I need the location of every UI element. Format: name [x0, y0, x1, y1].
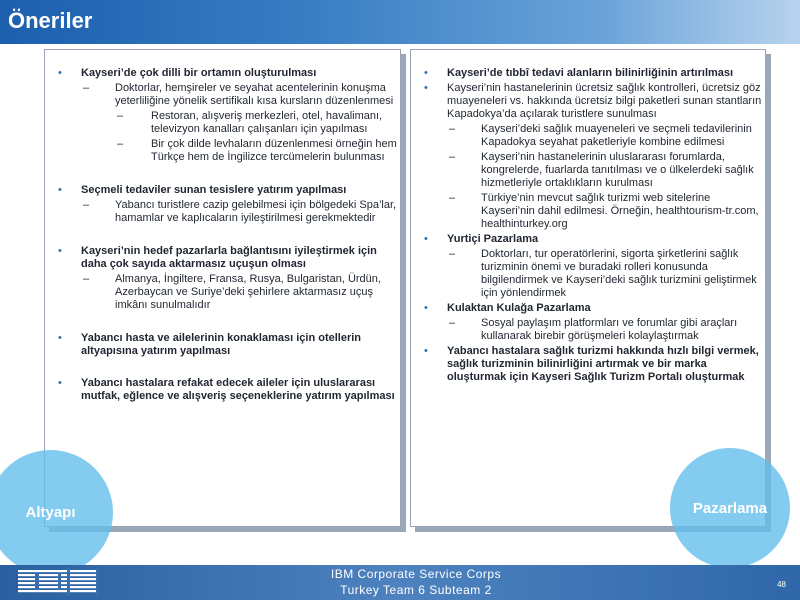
item-text: Kayseri’nin hastanelerinin ücretsiz sağlık kontrolleri, ücretsiz göz muayeneleri vs. hakkında ücretsiz bilgi paketleri sunan stantların Kapadokya’da açılarak turistlere sunulması: [447, 82, 762, 120]
ibm-logo: [18, 568, 98, 596]
list-item: [411, 233, 765, 300]
item-text: Yabancı hastalara sağlık turizmi hakkında hızlı bilgi vermek, sağlık turizminin bilinirliğini artırmak ve bir marka oluşturmak için Kayseri Sağlık Turizm Portalı oluşturmak: [447, 345, 759, 383]
altyapi-circle: [0, 450, 113, 575]
dash-icon: –: [117, 110, 124, 122]
bullet-icon: •: [424, 67, 428, 79]
dash-icon: –: [117, 138, 124, 150]
list-item: [411, 345, 765, 384]
list-item: [81, 82, 400, 164]
item-text: Kayseri’nin hedef pazarlarla bağlantısını iyileştirmek için daha çok sayıda aktarmasız uçuşun olması: [81, 245, 377, 270]
item-text: Yurtiçi Pazarlama: [447, 233, 539, 245]
bullet-icon: •: [424, 345, 428, 357]
list-item: [115, 110, 400, 136]
bullet-icon: •: [58, 184, 62, 196]
dash-icon: –: [83, 273, 90, 285]
footer-bar: [0, 565, 800, 600]
dash-icon: –: [449, 317, 456, 329]
dash-icon: –: [449, 192, 456, 204]
left-panel: [44, 49, 401, 527]
bullet-icon: •: [424, 82, 428, 94]
bullet-icon: •: [58, 67, 62, 79]
list-item: [45, 377, 400, 403]
item-text: Restoran, alışveriş merkezleri, otel, havalimanı, televizyon kanalları çalışanları için yapılması: [151, 110, 383, 135]
item-text: Kulaktan Kulağa Pazarlama: [447, 302, 591, 314]
list-item: [45, 184, 400, 225]
item-text: Kayseri’de çok dilli bir ortamın oluşturulması: [81, 67, 317, 79]
dash-icon: –: [83, 82, 90, 94]
bullet-icon: •: [58, 377, 62, 389]
item-text: Yabancı hasta ve ailelerinin konaklaması için otellerin altyapısına yatırım yapılması: [81, 332, 362, 357]
dash-icon: –: [83, 199, 90, 211]
item-text: Kayseri’de tıbbî tedavi alanların bilinirliğinin artırılması: [447, 67, 734, 79]
footer-title: IBM Corporate Service Corps: [330, 567, 502, 581]
item-text: Almanya, İngiltere, Fransa, Rusya, Bulgaristan, Ürdün, Azerbaycan ve Suriye’deki şehirlere aktarmasız uçuş imkânı sunulmalıdır: [115, 273, 381, 311]
footer-subtitle: Turkey Team 6 Subteam 2: [340, 583, 492, 597]
circle-label: Pazarlama: [692, 499, 768, 517]
list-item: [45, 67, 400, 164]
list-item: [411, 82, 765, 231]
dash-icon: –: [449, 123, 456, 135]
list-item: [447, 317, 765, 343]
list-item: [447, 151, 765, 190]
circle-label: Altyapı: [25, 504, 76, 521]
slide-title: Öneriler: [8, 8, 93, 33]
item-text: Doktorları, tur operatörlerini, sigorta şirketlerini sağlık turizminin önemi ve buradaki rolleri konusunda bilgilendirmek ve Kayseri’deki sağlık turizmini geliştirmek için yönlendirmek: [481, 248, 757, 299]
bullet-icon: •: [424, 233, 428, 245]
list-item: [447, 248, 765, 300]
item-text: Doktorlar, hemşireler ve seyahat acentelerinin konuşma yeterliliğine yönelik sertifikalı kısa kursların düzenlenmesi: [115, 82, 394, 107]
list-item: [45, 245, 400, 312]
bullet-icon: •: [58, 245, 62, 257]
item-text: Kayseri’nin hastanelerinin uluslararası forumlarda, kongrelerde, fuarlarda tanıtılması ve o ülkelerdeki sağlık hizmetleriyle ortaklıkların kurulması: [481, 151, 754, 189]
slide-header: [0, 0, 800, 44]
list-item: [81, 199, 400, 225]
item-text: Sosyal paylaşım platformları ve forumlar gibi araçları kullanarak birebir görüşmeleri kolaylaştırmak: [481, 317, 738, 342]
list-item: [447, 123, 765, 149]
item-text: Yabancı turistlere cazip gelebilmesi için bölgedeki Spa’lar, hamamlar ve kaplıcaların iyileştirilmesi gerekmektedir: [115, 199, 397, 224]
list-item: [115, 138, 400, 164]
pazarlama-circle: [670, 448, 790, 568]
item-text: Bir çok dilde levhaların düzenlenmesi örneğin hem Türkçe hem de İngilizce tercümelerin bulunması: [151, 138, 397, 163]
page-number: 48: [777, 580, 786, 589]
item-text: Yabancı hastalara refakat edecek aileler için uluslararası mutfak, eğlence ve alışveriş seçeneklerine yatırım yapılması: [81, 377, 395, 402]
item-text: Seçmeli tedaviler sunan tesislere yatırım yapılması: [81, 184, 347, 196]
item-text: Türkiye’nin mevcut sağlık turizmi web sitelerine Kayseri’nin dahil edilmesi. Örneğin, healthtourism-tr.com, healthinturkey.org: [481, 192, 759, 230]
list-item: [411, 302, 765, 343]
bullet-icon: •: [58, 332, 62, 344]
dash-icon: –: [449, 248, 456, 260]
dash-icon: –: [449, 151, 456, 163]
list-item: [45, 332, 400, 358]
list-item: [411, 67, 765, 80]
bullet-icon: •: [424, 302, 428, 314]
item-text: Kayseri’deki sağlık muayeneleri ve seçmeli tedavilerinin Kapadokya seyahat paketleriyle kombine edilmesi: [481, 123, 752, 148]
list-item: [447, 192, 765, 231]
list-item: [81, 273, 400, 312]
